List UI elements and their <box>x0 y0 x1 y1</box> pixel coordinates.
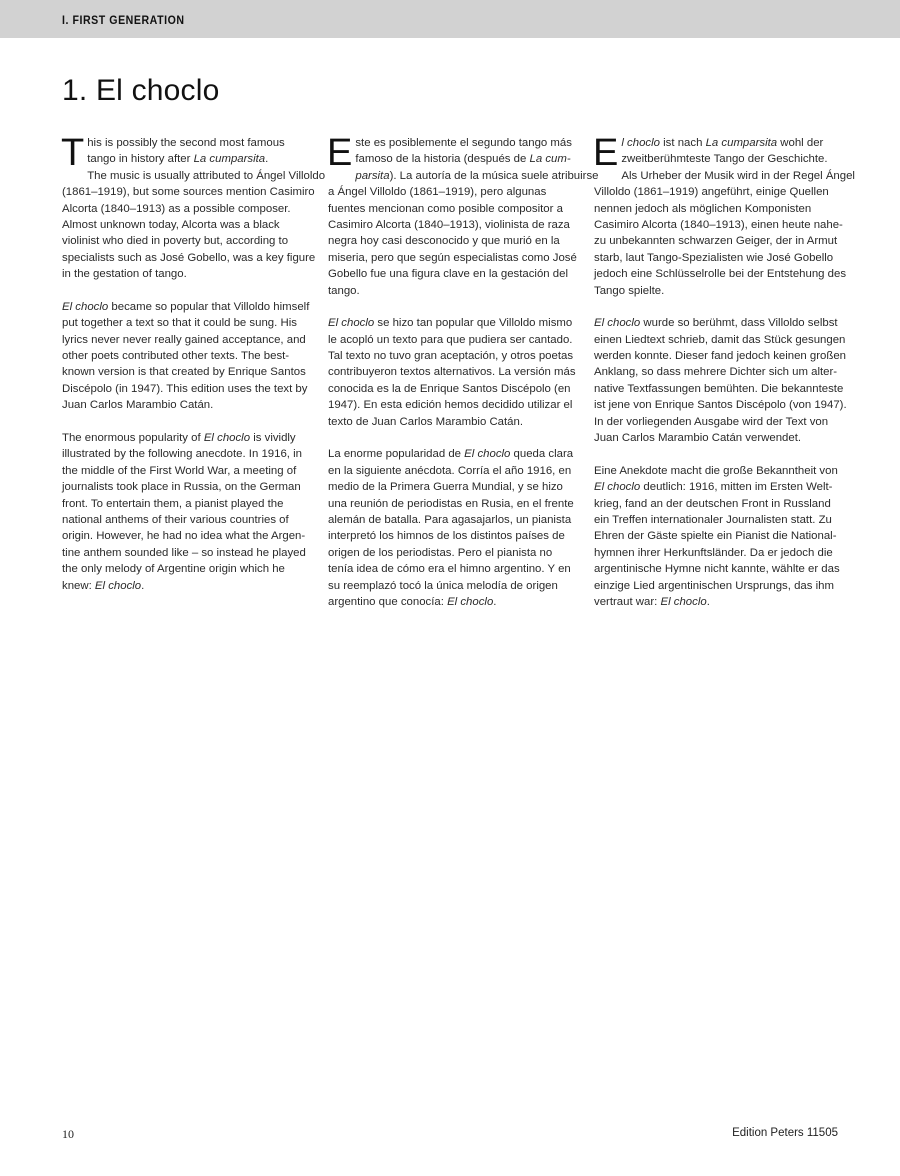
italic-title: El choclo <box>203 432 251 445</box>
text-line <box>328 315 578 331</box>
text-line <box>62 233 312 249</box>
text-segment: ein Treffen internationaler Journalisten statt. Zu <box>594 513 832 526</box>
text-line <box>62 201 312 217</box>
text-segment: Juan Carlos Marambio Catán verwendet. <box>594 432 802 445</box>
text-segment: (1861–1919), but some sources mention Casimiro <box>62 186 315 199</box>
text-segment: illustrated by the following anecdote. In 1916, in <box>62 448 302 461</box>
italic-title: El choclo <box>594 317 641 330</box>
text-segment: known version is that created by Enrique Santos <box>62 366 306 379</box>
text-segment: famoso de la historia (después de <box>355 153 530 166</box>
text-line <box>594 463 846 479</box>
text-line <box>62 479 312 495</box>
text-segment: miseria, pero que según especialistas como José <box>328 251 577 264</box>
text-line <box>594 168 855 184</box>
italic-title: La cumparsita <box>705 137 778 149</box>
text-segment: Als Urheber der Musik wird in der Regel Ángel <box>621 169 855 182</box>
text-segment: origin. However, he had no idea what the Argen- <box>62 530 306 543</box>
text-segment: nennen jedoch als möglichen Komponisten <box>594 202 812 215</box>
text-line <box>62 397 312 413</box>
text-segment: argentino que conocía: <box>328 595 448 608</box>
text-line <box>594 414 846 430</box>
text-segment: ). La autoría de la música suele atribuirse <box>389 169 599 182</box>
text-line <box>328 217 578 233</box>
italic-title: El choclo <box>94 579 142 592</box>
text-line <box>594 315 846 331</box>
text-segment: national anthems of their various countries of <box>62 513 289 526</box>
italic-title: El choclo <box>328 317 375 330</box>
text-line <box>594 594 846 610</box>
text-segment: the only melody of Argentine origin which he <box>62 563 285 576</box>
text-segment: Discépolo (in 1947). This edition uses the text by <box>62 382 308 395</box>
text-segment: the middle of the First World War, a meeting of <box>62 464 297 477</box>
text-line <box>62 250 316 266</box>
text-line <box>328 151 578 167</box>
text-segment: front. To entertain them, a pianist played the <box>62 497 284 510</box>
column-spanish <box>327 132 599 610</box>
text-segment: became so popular that Villoldo himself <box>108 300 310 313</box>
paragraph-spacer <box>328 299 578 315</box>
text-line <box>328 545 578 561</box>
text-line <box>328 578 578 594</box>
text-line <box>62 151 312 167</box>
text-line <box>328 283 578 299</box>
text-line <box>62 446 312 462</box>
text-line <box>594 201 846 217</box>
edition-label: Edition Peters 11505 <box>732 1127 838 1139</box>
text-line <box>328 496 578 512</box>
text-segment: Tango spielte. <box>594 284 665 297</box>
text-segment: tango in history after <box>87 153 194 166</box>
text-line <box>594 430 846 446</box>
text-line <box>594 217 846 233</box>
text-line <box>328 201 578 217</box>
text-line <box>328 479 578 495</box>
text-line <box>62 135 312 151</box>
text-line <box>594 151 846 167</box>
text-segment: In der vorliegenden Ausgabe wird der Text von <box>594 415 829 428</box>
text-segment: Alcorta (1840–1913) as a possible composer. <box>62 202 291 215</box>
text-segment: . <box>265 153 269 166</box>
column-german <box>593 132 855 610</box>
text-line <box>328 528 578 544</box>
italic-title: El choclo <box>464 448 511 461</box>
text-segment: tenía idea de cómo era el himno argentino. Y en <box>328 563 571 576</box>
drop-cap: T <box>61 132 85 174</box>
text-segment: his is possibly the second most famous <box>87 137 285 149</box>
text-line <box>328 348 578 364</box>
text-line <box>328 512 578 528</box>
text-line <box>328 364 578 380</box>
text-segment: jedoch eine Schlüsselrolle bei der Entstehung des <box>594 268 847 281</box>
text-line <box>62 217 312 233</box>
text-segment: medio de la Primera Guerra Mundial, y se hizo <box>328 481 563 494</box>
drop-cap: E <box>593 132 619 174</box>
text-segment: 1947). En esta edición hemos decidido utilizar el <box>328 399 573 412</box>
text-segment: Tal texto no tuvo gran aceptación, y otros poetas <box>328 350 574 363</box>
text-segment: Eine Anekdote macht die große Bekanntheit von <box>594 464 838 477</box>
drop-cap: E <box>327 132 353 174</box>
italic-title: El choclo <box>447 595 494 608</box>
text-segment: tine anthem sounded like – so instead he played <box>62 546 306 559</box>
text-segment: se hizo tan popular que Villoldo mismo <box>374 317 573 330</box>
paragraph-spacer <box>594 446 846 462</box>
text-segment: is vividly <box>250 432 296 445</box>
text-segment: journalists took place in Russia, on the German <box>62 481 301 494</box>
text-segment: ist nach <box>659 137 706 149</box>
text-segment: ste es posiblemente el segundo tango más <box>355 137 572 149</box>
text-segment: native Textfassungen bemühten. Die bekannteste <box>594 382 844 395</box>
text-line <box>328 446 578 462</box>
italic-title: l choclo <box>621 137 660 149</box>
text-line <box>62 381 312 397</box>
text-line <box>62 463 312 479</box>
text-segment: violinist who died in poverty but, according to <box>62 235 289 248</box>
text-line <box>594 266 846 282</box>
page-title: 1. El choclo <box>62 74 220 107</box>
text-line <box>62 348 312 364</box>
text-line <box>328 266 578 282</box>
text-line <box>594 545 846 561</box>
text-segment: alemán de batalla. Para agasajarlos, un pianista <box>328 513 572 526</box>
text-line <box>328 250 578 266</box>
text-line <box>328 381 578 397</box>
text-segment: Casimiro Alcorta (1840–1913), einen heute nahe- <box>594 218 843 231</box>
text-segment: The enormous popularity of <box>62 432 204 445</box>
text-line <box>62 561 312 577</box>
text-segment: conocida es la de Enrique Santos Discépolo (en <box>328 382 571 395</box>
text-segment: . <box>706 595 710 608</box>
italic-title: El choclo <box>594 481 641 494</box>
text-segment: fuentes mencionan como posible compositor a <box>328 202 563 215</box>
text-line <box>328 233 578 249</box>
text-segment: in the gestation of tango. <box>62 268 187 281</box>
text-segment: le acopló un texto para que pudiera ser cantado. <box>328 333 573 346</box>
text-segment: Ehren der Gäste spielte ein Pianist die National- <box>594 530 837 543</box>
text-line <box>328 332 578 348</box>
text-line <box>328 414 578 430</box>
text-line <box>594 397 846 413</box>
text-line <box>594 135 846 151</box>
text-segment: argentinische Hymne nicht kannte, wählte er das <box>594 563 840 576</box>
text-segment: origen de los periodistas. Pero el pianista no <box>328 546 553 559</box>
italic-title: La cumparsita <box>193 153 266 166</box>
text-line <box>594 561 846 577</box>
text-segment: interpretó los himnos de los distintos países de <box>328 530 565 543</box>
section-title: I. FIRST GENERATION <box>62 15 185 27</box>
text-line <box>594 512 846 528</box>
text-segment: wurde so berühmt, dass Villoldo selbst <box>640 317 838 330</box>
text-segment: krieg, fand an der deutschen Front in Russland <box>594 497 831 510</box>
text-segment: werden konnte. Dieser fand jedoch keinen großen <box>594 350 847 363</box>
text-segment: einzige Lied argentinischen Ursprungs, das ihm <box>594 579 834 592</box>
section-header-bar <box>0 0 900 38</box>
paragraph-spacer <box>62 283 312 299</box>
text-segment: starb, laut Tango-Spezialisten wie José Gobello <box>594 251 834 264</box>
text-segment: Juan Carlos Marambio Catán. <box>62 399 214 412</box>
text-line <box>328 135 578 151</box>
text-segment: hymnen ihrer Herkunftsländer. Da er jedoch die <box>594 546 833 559</box>
text-segment: en la siguiente anécdota. Corría el año 1916, en <box>328 464 572 477</box>
text-segment: . <box>141 579 145 592</box>
text-line <box>62 528 312 544</box>
text-line <box>62 266 312 282</box>
text-line <box>328 168 599 184</box>
text-segment: Gobello fue una figura clave en la gestación del <box>328 268 568 281</box>
text-segment: La enorme popularidad de <box>328 448 465 461</box>
text-line <box>62 578 312 594</box>
text-line <box>594 250 846 266</box>
text-line <box>328 594 578 610</box>
text-line <box>594 348 846 364</box>
text-segment: deutlich: 1916, mitten im Ersten Welt- <box>640 481 833 494</box>
text-segment: put together a text so that it could be sung. His <box>62 317 297 330</box>
text-segment: Anklang, so dass mehrere Dichter sich um alter- <box>594 366 838 379</box>
text-line <box>328 561 578 577</box>
text-line <box>594 381 846 397</box>
text-segment: una reunión de periodistas en Rusia, en el frente <box>328 497 574 510</box>
text-line <box>594 184 846 200</box>
text-line <box>594 578 846 594</box>
text-segment: tango. <box>328 284 360 297</box>
italic-title: El choclo <box>660 595 707 608</box>
text-segment: . <box>493 595 497 608</box>
text-line <box>594 283 846 299</box>
text-segment: su reemplazó tocó la única melodía de origen <box>328 579 558 592</box>
text-line <box>62 364 312 380</box>
text-segment: einen Liedtext schrieb, damit das Stück gesungen <box>594 333 846 346</box>
italic-title: parsita <box>355 169 390 182</box>
text-line <box>62 299 312 315</box>
text-line <box>62 545 312 561</box>
page-number: 10 <box>62 1127 74 1141</box>
text-segment: other poets contributed other texts. The best- <box>62 350 290 363</box>
text-segment: wohl der <box>777 137 824 149</box>
text-line <box>62 430 312 446</box>
text-segment: contribuyeron textos alternativos. La versión más <box>328 366 576 379</box>
text-line <box>62 332 312 348</box>
text-line <box>328 397 578 413</box>
text-segment: knew: <box>62 579 95 592</box>
paragraph-spacer <box>594 299 846 315</box>
text-segment: texto de Juan Carlos Marambio Catán. <box>328 415 524 428</box>
text-segment: queda clara <box>510 448 574 461</box>
text-segment: vertraut war: <box>594 595 661 608</box>
text-segment: The music is usually attributed to Ángel Villoldo <box>87 169 326 182</box>
text-segment: negra hoy casi desconocido y que murió en la <box>328 235 560 248</box>
text-line <box>328 184 578 200</box>
text-segment: lyrics never never really gained acceptance, and <box>62 333 306 346</box>
italic-title: El choclo <box>62 300 109 313</box>
text-line <box>62 184 315 200</box>
text-line <box>328 463 578 479</box>
text-segment: specialists such as José Gobello, was a key figure <box>62 251 316 264</box>
text-segment: Casimiro Alcorta (1840–1913), violinista de raza <box>328 218 570 231</box>
paragraph-spacer <box>62 414 312 430</box>
column-english <box>61 132 326 594</box>
text-line <box>62 315 312 331</box>
text-segment: ist jene von Enrique Santos Discépolo (von 1947). <box>594 399 847 412</box>
text-segment: Villoldo (1861–1919) angeführt, einige Quellen <box>594 186 829 199</box>
text-line <box>594 233 846 249</box>
text-line <box>62 496 312 512</box>
text-line <box>594 332 846 348</box>
text-segment: zu unbekannten schwarzen Geiger, der in Armut <box>594 235 838 248</box>
text-line <box>594 528 846 544</box>
text-segment: Almost unknown today, Alcorta was a black <box>62 218 280 231</box>
italic-title: La cum- <box>529 153 571 166</box>
paragraph-spacer <box>328 430 578 446</box>
text-line <box>594 364 846 380</box>
text-line <box>62 512 312 528</box>
text-line <box>594 496 846 512</box>
text-segment: zweitberühmteste Tango der Geschichte. <box>621 153 828 166</box>
text-segment: a Ángel Villoldo (1861–1919), pero algunas <box>328 186 547 199</box>
text-line <box>62 168 326 184</box>
text-line <box>594 479 846 495</box>
